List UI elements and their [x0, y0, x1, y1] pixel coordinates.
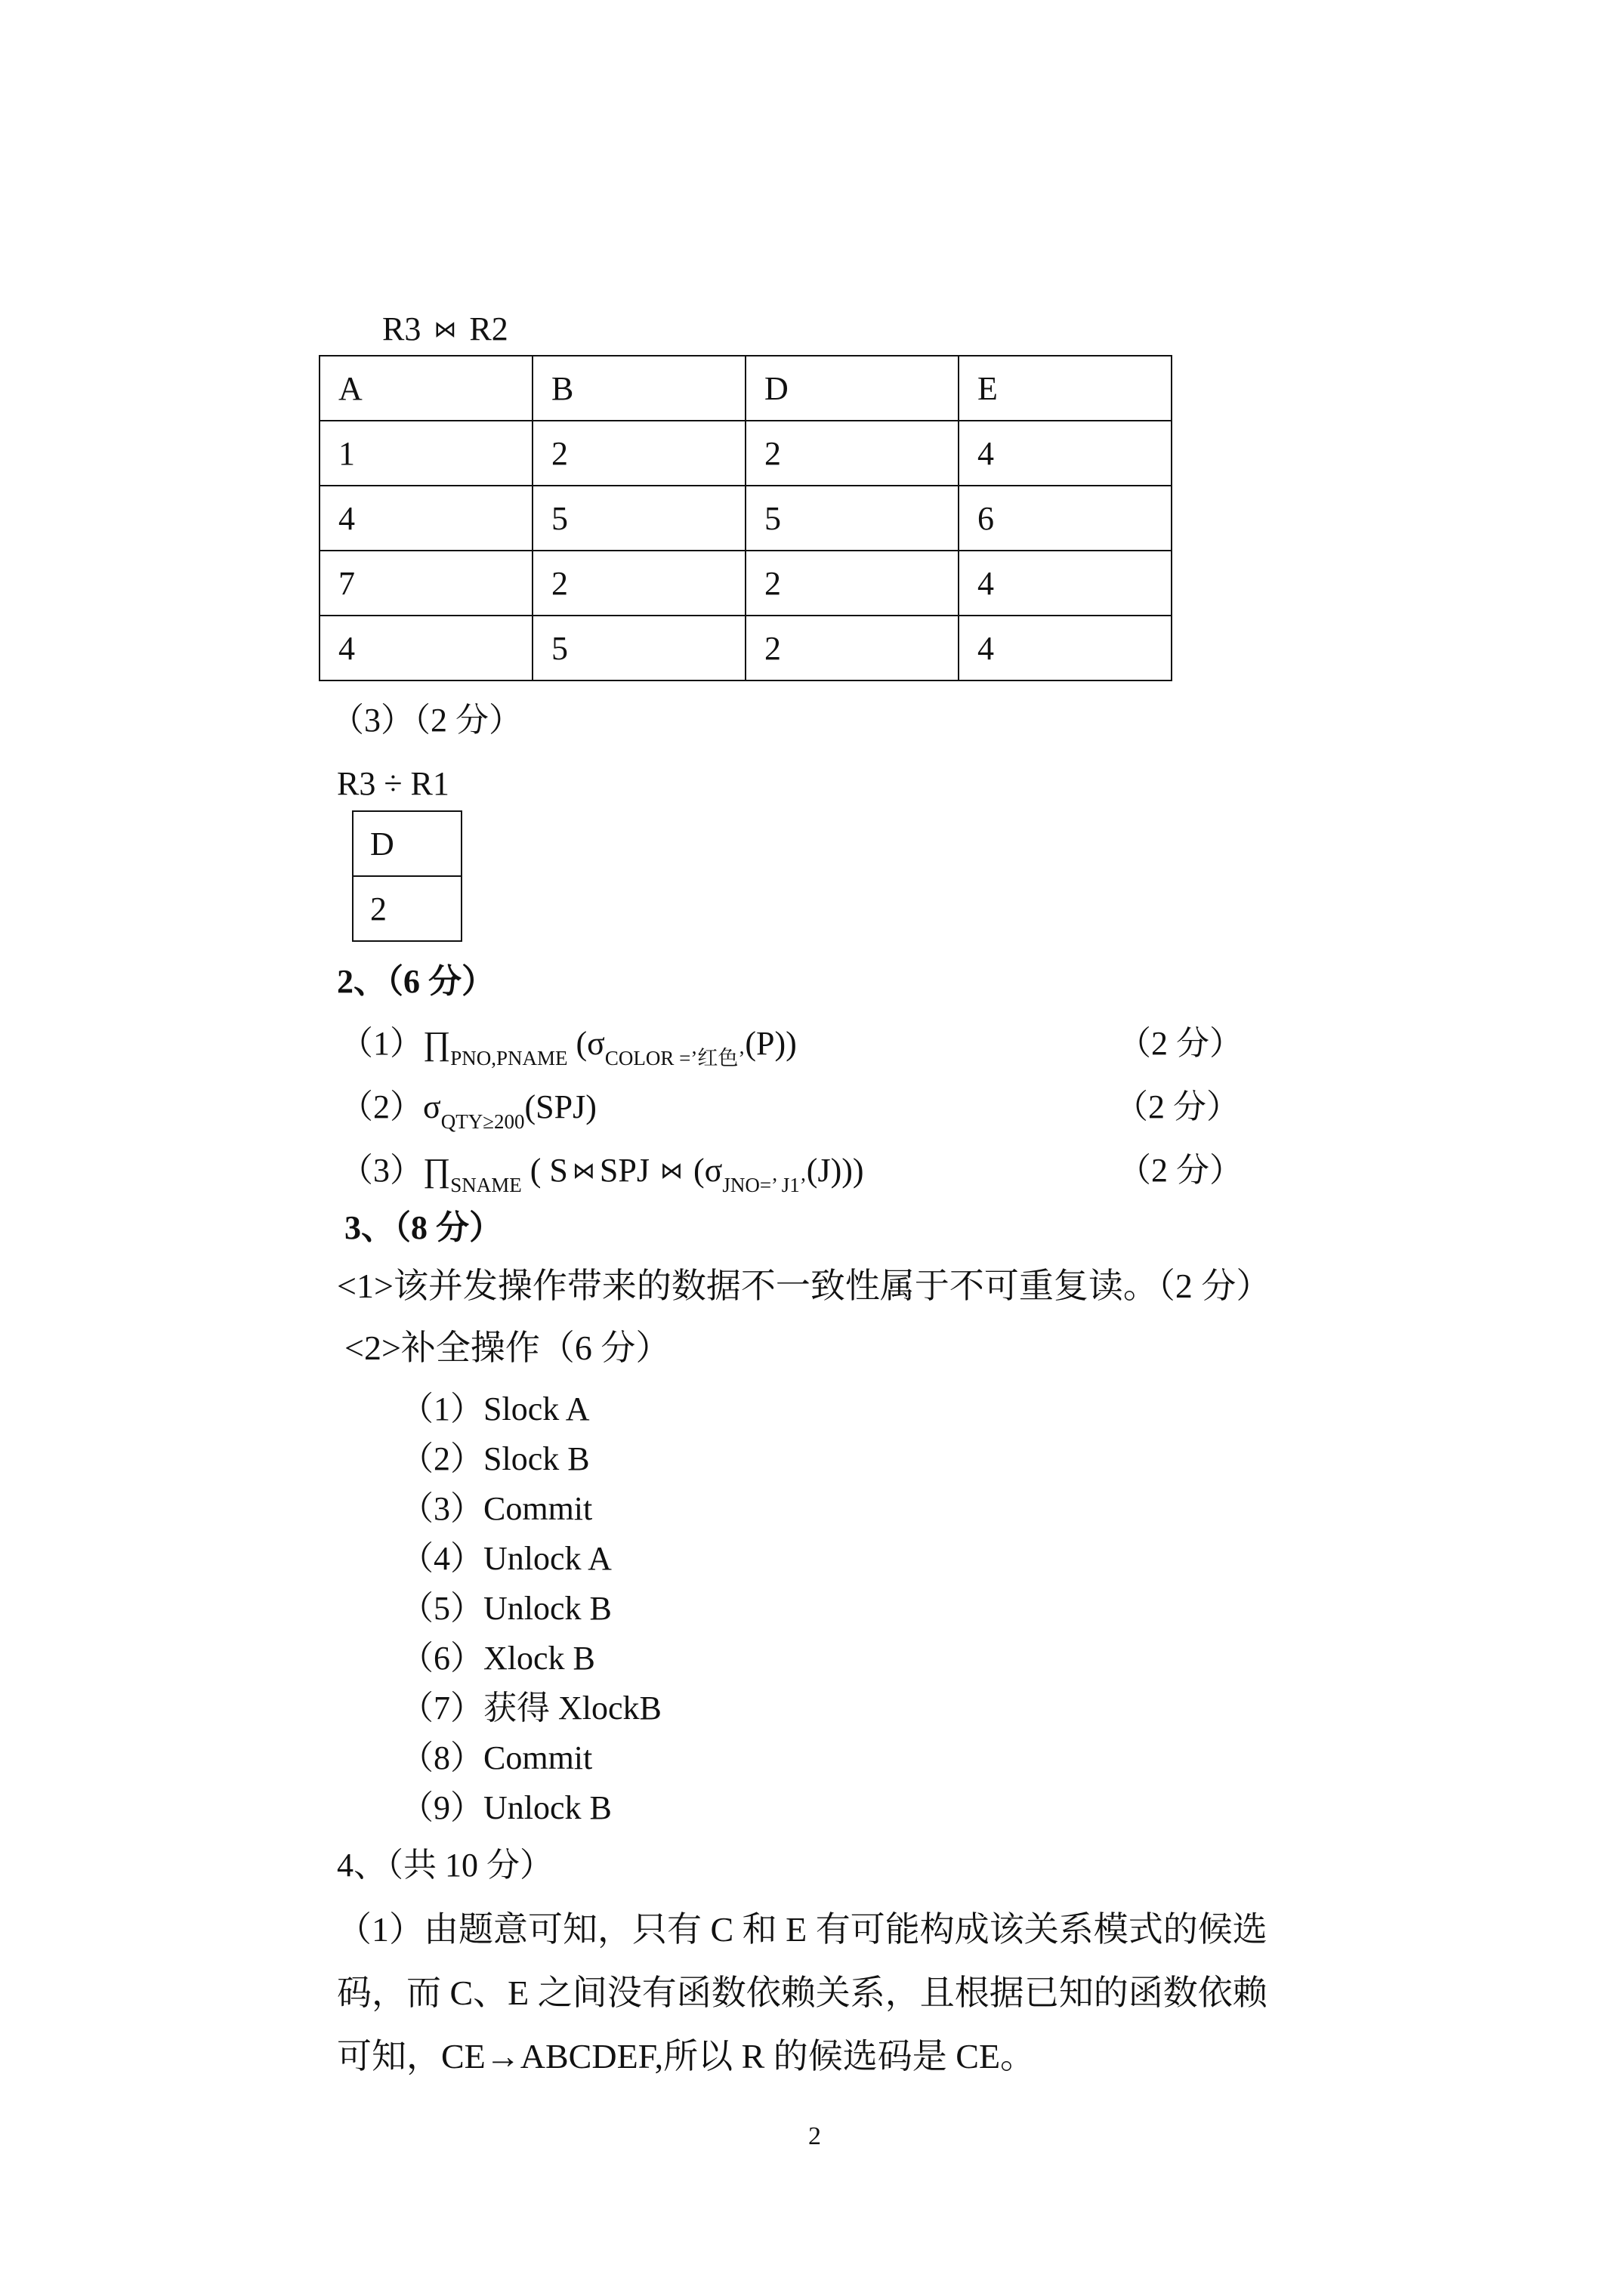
table-cell: 5 [533, 616, 746, 680]
join-label-right: R2 [469, 310, 508, 347]
step-text: Unlock B [483, 1789, 612, 1826]
header-cell: B [533, 356, 746, 421]
step-text: Xlock B [483, 1640, 595, 1677]
step-number: （6） [400, 1640, 483, 1677]
page-number: 2 [808, 2122, 821, 2150]
formula-open: ( S [521, 1152, 568, 1189]
division-result-table [352, 810, 462, 942]
table-row [320, 421, 1172, 486]
formula-middle: SPJ [599, 1152, 650, 1189]
item-number: （3） [340, 1152, 423, 1189]
q2-item-2 [340, 1088, 597, 1133]
step-item [400, 1692, 662, 1725]
q2-heading: 2、（6 分） [337, 963, 495, 1000]
table-cell: 2 [746, 551, 959, 616]
table-header-row [353, 811, 462, 876]
q2-item-3-score: （2 分） [1118, 1152, 1243, 1189]
header-cell: A [320, 356, 533, 421]
q4-line: （1）由题意可知，只有 C 和 E 有可能构成该关系模式的候选 [337, 1910, 1267, 1949]
item-number: （2） [340, 1088, 423, 1125]
table-cell: 4 [959, 616, 1172, 680]
step-number: （7） [400, 1690, 483, 1727]
q2-item-1-score: （2 分） [1118, 1025, 1243, 1062]
step-text: Slock A [483, 1390, 590, 1427]
formula-close: (P)) [745, 1025, 797, 1062]
join-label-left: R3 [382, 310, 421, 347]
step-item [400, 1739, 593, 1776]
step-item [400, 1642, 595, 1675]
step-number: （1） [400, 1390, 483, 1427]
table-cell: 5 [533, 486, 746, 551]
step-item [400, 1390, 590, 1427]
step-text: Slock B [483, 1440, 590, 1477]
projection-subscript: PNO,PNAME [450, 1047, 568, 1069]
projection-symbol: ∏ [423, 1025, 451, 1062]
q4-line: 码，而 C、E 之间没有函数依赖关系，且根据已知的函数依赖 [337, 1974, 1267, 2012]
projection-symbol: ∏ [423, 1152, 451, 1189]
step-text: Commit [483, 1739, 593, 1776]
step-item [400, 1492, 592, 1526]
table-cell: 6 [959, 486, 1172, 551]
q3-paragraph-2: <2>补全操作（6 分） [344, 1329, 671, 1367]
q2-item-3 [340, 1152, 864, 1196]
formula-open-2: (σ [693, 1152, 723, 1189]
step-number: （5） [400, 1590, 483, 1627]
division-caption: R3 ÷ R1 [337, 765, 449, 802]
table-cell: 5 [746, 486, 959, 551]
selection-subscript: JNO=’ J1’ [722, 1174, 807, 1196]
header-cell: E [959, 356, 1172, 421]
table-cell: 4 [320, 486, 533, 551]
formula-open: (σ [567, 1025, 605, 1062]
step-number: （3） [400, 1490, 483, 1527]
table-cell: 4 [959, 551, 1172, 616]
table-cell: 4 [320, 616, 533, 680]
bowtie-symbol: ⋈ [572, 1159, 595, 1184]
q3-heading: 3、（8 分） [344, 1209, 502, 1246]
selection-subscript: QTY≥200 [440, 1110, 525, 1133]
join-result-table [319, 355, 1172, 681]
step-number: （9） [400, 1789, 483, 1826]
bowtie-symbol: ⋈ [659, 1159, 683, 1184]
selection-subscript: COLOR =’红色’ [604, 1047, 746, 1069]
table-header-row [320, 356, 1172, 421]
step-number: （8） [400, 1739, 483, 1776]
step-text: Commit [483, 1490, 593, 1527]
join-caption [382, 310, 508, 347]
q3-paragraph-1: <1>该并发操作带来的数据不一致性属于不可重复读。（2 分） [337, 1267, 1271, 1305]
step-number: （4） [400, 1540, 483, 1577]
q4-heading: 4、（共 10 分） [337, 1847, 553, 1884]
table-cell: 2 [746, 421, 959, 486]
header-cell: D [353, 811, 462, 876]
step-text: 获得 XlockB [483, 1690, 662, 1727]
table-row [320, 486, 1172, 551]
table-cell: 2 [353, 876, 462, 941]
q4-line: 可知，CE→ABCDEF,所以 R 的候选码是 CE。 [337, 2037, 1036, 2075]
q2-item-2-score: （2 分） [1115, 1088, 1240, 1125]
step-item [400, 1440, 590, 1477]
header-cell: D [746, 356, 959, 421]
item-number: （1） [340, 1025, 423, 1062]
projection-subscript: SNAME [450, 1174, 522, 1196]
bowtie-symbol: ⋈ [434, 317, 457, 342]
table-cell: 2 [533, 551, 746, 616]
selection-symbol: σ [423, 1088, 441, 1125]
table-cell: 2 [746, 616, 959, 680]
step-item [400, 1542, 612, 1575]
step-item [400, 1592, 612, 1625]
table-cell: 1 [320, 421, 533, 486]
table-cell: 2 [533, 421, 746, 486]
table-row [320, 551, 1172, 616]
step-text: Unlock A [483, 1540, 612, 1577]
formula-close: (SPJ) [524, 1088, 597, 1125]
table-cell: 4 [959, 421, 1172, 486]
q2-item-1 [340, 1025, 797, 1069]
part3-heading: （3）（2 分） [331, 702, 522, 739]
table-row [353, 876, 462, 941]
formula-close: (J))) [806, 1152, 864, 1189]
step-text: Unlock B [483, 1590, 612, 1627]
table-row [320, 616, 1172, 680]
table-cell: 7 [320, 551, 533, 616]
step-number: （2） [400, 1440, 483, 1477]
step-item [400, 1789, 612, 1826]
